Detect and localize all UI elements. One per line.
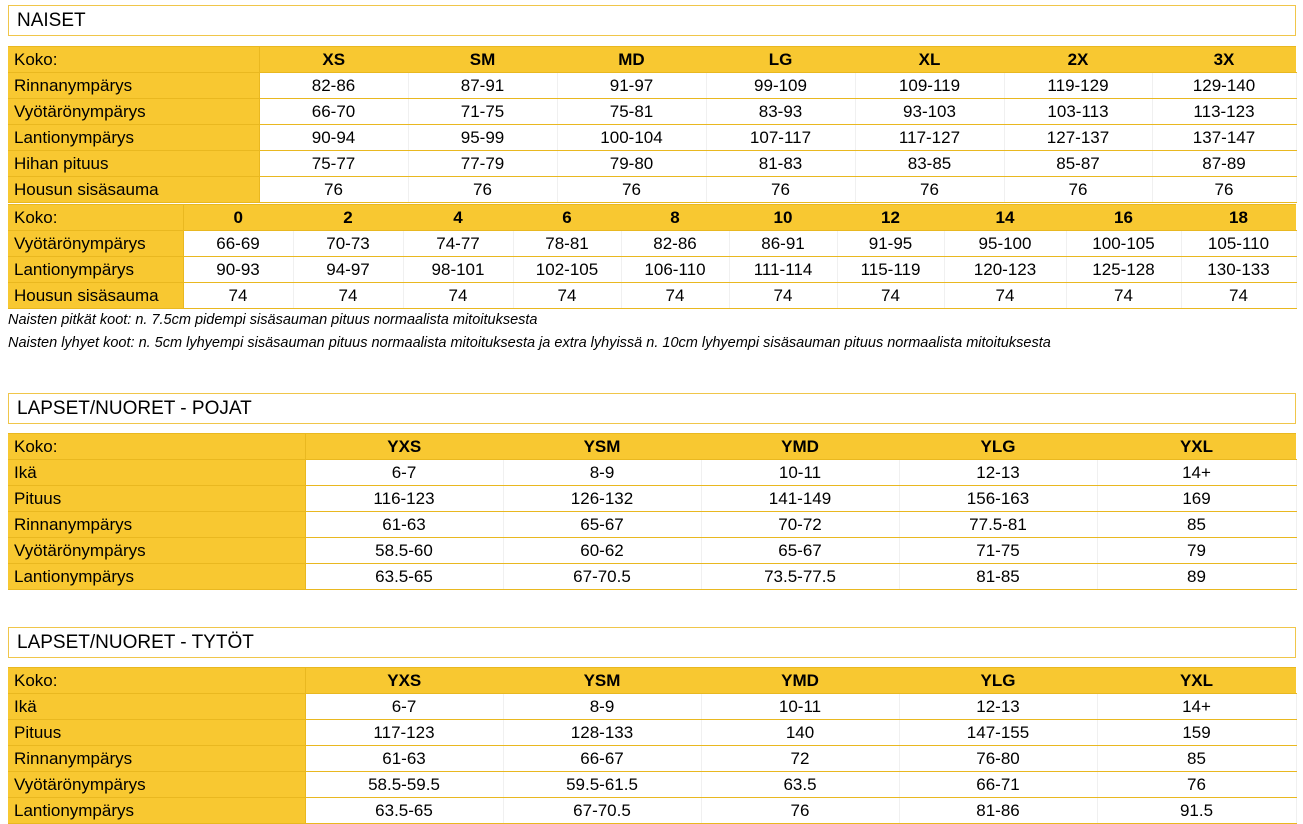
- table-header-row: [8, 205, 1296, 231]
- header-cell: 2X: [1004, 47, 1152, 73]
- table-cell: 79: [1097, 538, 1296, 564]
- table-row: [8, 772, 1296, 798]
- table-cell: 119-129: [1004, 73, 1152, 99]
- table-cell: 89: [1097, 564, 1296, 590]
- table-header-row: [8, 434, 1296, 460]
- row-label: Vyötärönympärys: [8, 538, 305, 564]
- table-cell: 87-91: [408, 73, 557, 99]
- row-label: Hihan pituus: [8, 151, 259, 177]
- table-cell: 70-72: [701, 512, 899, 538]
- table-cell: 91-95: [837, 231, 944, 257]
- header-cell: 4: [403, 205, 513, 231]
- table-cell: 10-11: [701, 460, 899, 486]
- header-label: Koko:: [8, 668, 305, 694]
- table-cell: 72: [701, 746, 899, 772]
- table-cell: 100-105: [1066, 231, 1181, 257]
- table-cell: 90-94: [259, 125, 408, 151]
- table-cell: 8-9: [503, 460, 701, 486]
- header-cell: YLG: [899, 668, 1097, 694]
- header-cell: YSM: [503, 434, 701, 460]
- table-cell: 128-133: [503, 720, 701, 746]
- header-cell: XL: [855, 47, 1004, 73]
- table-cell: 58.5-60: [305, 538, 503, 564]
- table-cell: 14+: [1097, 694, 1296, 720]
- table-row: [8, 257, 1296, 283]
- section-title-pojat: LAPSET/NUORET - POJAT: [8, 393, 1296, 424]
- table-cell: 82-86: [621, 231, 729, 257]
- table-cell: 74: [837, 283, 944, 309]
- table-row: [8, 151, 1296, 177]
- table-cell: 130-133: [1181, 257, 1296, 283]
- header-label: Koko:: [8, 47, 259, 73]
- table-cell: 115-119: [837, 257, 944, 283]
- table-cell: 74: [729, 283, 837, 309]
- table-cell: 103-113: [1004, 99, 1152, 125]
- table-header-row: [8, 668, 1296, 694]
- table-cell: 85: [1097, 512, 1296, 538]
- table-cell: 74: [1181, 283, 1296, 309]
- row-label: Pituus: [8, 720, 305, 746]
- table-cell: 76: [706, 177, 855, 203]
- row-label: Housun sisäsauma: [8, 177, 259, 203]
- pojat-size-table: [8, 433, 1297, 590]
- table-cell: 91-97: [557, 73, 706, 99]
- table-cell: 82-86: [259, 73, 408, 99]
- table-cell: 76: [557, 177, 706, 203]
- table-cell: 159: [1097, 720, 1296, 746]
- table-row: [8, 231, 1296, 257]
- table-row: [8, 177, 1296, 203]
- row-label: Rinnanympärys: [8, 73, 259, 99]
- header-cell: LG: [706, 47, 855, 73]
- row-label: Vyötärönympärys: [8, 772, 305, 798]
- note-short-sizes: Naisten lyhyet koot: n. 5cm lyhyempi sisäsauman pituus normaalista mitoituksesta ja extra lyhyissä n. 10cm lyhyempi sisäsauman pituus normaalista mitoituksesta: [8, 335, 1051, 351]
- header-cell: 14: [944, 205, 1066, 231]
- table-cell: 77.5-81: [899, 512, 1097, 538]
- header-cell: YXS: [305, 668, 503, 694]
- table-cell: 106-110: [621, 257, 729, 283]
- table-cell: 14+: [1097, 460, 1296, 486]
- table-cell: 66-70: [259, 99, 408, 125]
- table-cell: 76: [1152, 177, 1296, 203]
- header-label: Koko:: [8, 205, 183, 231]
- header-cell: 8: [621, 205, 729, 231]
- naiset-numeric-size-table: [8, 204, 1297, 309]
- header-cell: YMD: [701, 668, 899, 694]
- table-cell: 86-91: [729, 231, 837, 257]
- row-label: Lantionympärys: [8, 798, 305, 824]
- table-cell: 74: [1066, 283, 1181, 309]
- header-cell: 0: [183, 205, 293, 231]
- table-cell: 76: [259, 177, 408, 203]
- table-cell: 76: [1004, 177, 1152, 203]
- table-cell: 74: [183, 283, 293, 309]
- section-title-naiset: NAISET: [8, 5, 1296, 36]
- table-cell: 105-110: [1181, 231, 1296, 257]
- row-label: Rinnanympärys: [8, 512, 305, 538]
- header-cell: 16: [1066, 205, 1181, 231]
- table-cell: 85: [1097, 746, 1296, 772]
- row-label: Housun sisäsauma: [8, 283, 183, 309]
- table-cell: 76-80: [899, 746, 1097, 772]
- table-cell: 74-77: [403, 231, 513, 257]
- naiset-size-table: [8, 46, 1297, 203]
- table-cell: 99-109: [706, 73, 855, 99]
- header-cell: YSM: [503, 668, 701, 694]
- table-cell: 59.5-61.5: [503, 772, 701, 798]
- table-cell: 67-70.5: [503, 798, 701, 824]
- row-label: Pituus: [8, 486, 305, 512]
- table-cell: 117-123: [305, 720, 503, 746]
- table-cell: 81-86: [899, 798, 1097, 824]
- table-cell: 127-137: [1004, 125, 1152, 151]
- header-cell: YMD: [701, 434, 899, 460]
- table-row: [8, 694, 1296, 720]
- table-cell: 63.5-65: [305, 798, 503, 824]
- table-cell: 81-83: [706, 151, 855, 177]
- table-cell: 83-85: [855, 151, 1004, 177]
- table-cell: 74: [293, 283, 403, 309]
- table-cell: 10-11: [701, 694, 899, 720]
- table-row: [8, 283, 1296, 309]
- table-cell: 63.5-65: [305, 564, 503, 590]
- header-cell: SM: [408, 47, 557, 73]
- row-label: Rinnanympärys: [8, 746, 305, 772]
- table-cell: 8-9: [503, 694, 701, 720]
- header-cell: 2: [293, 205, 403, 231]
- table-cell: 58.5-59.5: [305, 772, 503, 798]
- table-cell: 100-104: [557, 125, 706, 151]
- table-cell: 74: [403, 283, 513, 309]
- table-cell: 137-147: [1152, 125, 1296, 151]
- row-label: Ikä: [8, 694, 305, 720]
- table-cell: 125-128: [1066, 257, 1181, 283]
- table-cell: 95-99: [408, 125, 557, 151]
- table-row: [8, 486, 1296, 512]
- table-cell: 60-62: [503, 538, 701, 564]
- table-cell: 74: [944, 283, 1066, 309]
- table-row: [8, 798, 1296, 824]
- table-cell: 70-73: [293, 231, 403, 257]
- table-cell: 98-101: [403, 257, 513, 283]
- table-row: [8, 746, 1296, 772]
- table-cell: 83-93: [706, 99, 855, 125]
- header-cell: YXL: [1097, 434, 1296, 460]
- header-cell: YXS: [305, 434, 503, 460]
- table-cell: 78-81: [513, 231, 621, 257]
- header-cell: YLG: [899, 434, 1097, 460]
- table-cell: 79-80: [557, 151, 706, 177]
- table-cell: 71-75: [408, 99, 557, 125]
- table-cell: 126-132: [503, 486, 701, 512]
- table-cell: 75-77: [259, 151, 408, 177]
- table-row: [8, 538, 1296, 564]
- table-row: [8, 720, 1296, 746]
- table-cell: 61-63: [305, 746, 503, 772]
- table-cell: 147-155: [899, 720, 1097, 746]
- table-cell: 81-85: [899, 564, 1097, 590]
- table-cell: 111-114: [729, 257, 837, 283]
- table-cell: 107-117: [706, 125, 855, 151]
- table-cell: 140: [701, 720, 899, 746]
- row-label: Vyötärönympärys: [8, 231, 183, 257]
- table-row: [8, 512, 1296, 538]
- table-cell: 141-149: [701, 486, 899, 512]
- header-cell: 3X: [1152, 47, 1296, 73]
- table-row: [8, 99, 1296, 125]
- table-cell: 113-123: [1152, 99, 1296, 125]
- table-cell: 117-127: [855, 125, 1004, 151]
- table-cell: 116-123: [305, 486, 503, 512]
- section-title-tytot: LAPSET/NUORET - TYTÖT: [8, 627, 1296, 658]
- table-row: [8, 564, 1296, 590]
- table-cell: 73.5-77.5: [701, 564, 899, 590]
- row-label: Vyötärönympärys: [8, 99, 259, 125]
- row-label: Lantionympärys: [8, 125, 259, 151]
- table-cell: 74: [513, 283, 621, 309]
- table-cell: 65-67: [503, 512, 701, 538]
- table-cell: 85-87: [1004, 151, 1152, 177]
- table-cell: 93-103: [855, 99, 1004, 125]
- table-cell: 67-70.5: [503, 564, 701, 590]
- header-label: Koko:: [8, 434, 305, 460]
- table-cell: 169: [1097, 486, 1296, 512]
- header-cell: 6: [513, 205, 621, 231]
- table-cell: 76: [1097, 772, 1296, 798]
- table-cell: 66-69: [183, 231, 293, 257]
- table-cell: 91.5: [1097, 798, 1296, 824]
- table-cell: 12-13: [899, 694, 1097, 720]
- table-cell: 6-7: [305, 460, 503, 486]
- table-cell: 63.5: [701, 772, 899, 798]
- note-long-sizes: Naisten pitkät koot: n. 7.5cm pidempi sisäsauman pituus normaalista mitoituksesta: [8, 312, 538, 328]
- table-row: [8, 460, 1296, 486]
- tytot-size-table: [8, 667, 1297, 824]
- table-cell: 12-13: [899, 460, 1097, 486]
- table-header-row: [8, 47, 1296, 73]
- table-cell: 65-67: [701, 538, 899, 564]
- table-cell: 66-67: [503, 746, 701, 772]
- table-cell: 129-140: [1152, 73, 1296, 99]
- table-cell: 102-105: [513, 257, 621, 283]
- table-cell: 87-89: [1152, 151, 1296, 177]
- header-cell: 10: [729, 205, 837, 231]
- header-cell: 18: [1181, 205, 1296, 231]
- table-cell: 90-93: [183, 257, 293, 283]
- header-cell: YXL: [1097, 668, 1296, 694]
- table-row: [8, 73, 1296, 99]
- table-cell: 95-100: [944, 231, 1066, 257]
- header-cell: 12: [837, 205, 944, 231]
- table-cell: 109-119: [855, 73, 1004, 99]
- table-row: [8, 125, 1296, 151]
- header-cell: MD: [557, 47, 706, 73]
- table-cell: 6-7: [305, 694, 503, 720]
- row-label: Lantionympärys: [8, 257, 183, 283]
- table-cell: 94-97: [293, 257, 403, 283]
- table-cell: 156-163: [899, 486, 1097, 512]
- table-cell: 66-71: [899, 772, 1097, 798]
- row-label: Ikä: [8, 460, 305, 486]
- table-cell: 75-81: [557, 99, 706, 125]
- table-cell: 76: [701, 798, 899, 824]
- table-cell: 76: [855, 177, 1004, 203]
- table-cell: 120-123: [944, 257, 1066, 283]
- row-label: Lantionympärys: [8, 564, 305, 590]
- table-cell: 61-63: [305, 512, 503, 538]
- header-cell: XS: [259, 47, 408, 73]
- table-cell: 74: [621, 283, 729, 309]
- table-cell: 76: [408, 177, 557, 203]
- table-cell: 77-79: [408, 151, 557, 177]
- table-cell: 71-75: [899, 538, 1097, 564]
